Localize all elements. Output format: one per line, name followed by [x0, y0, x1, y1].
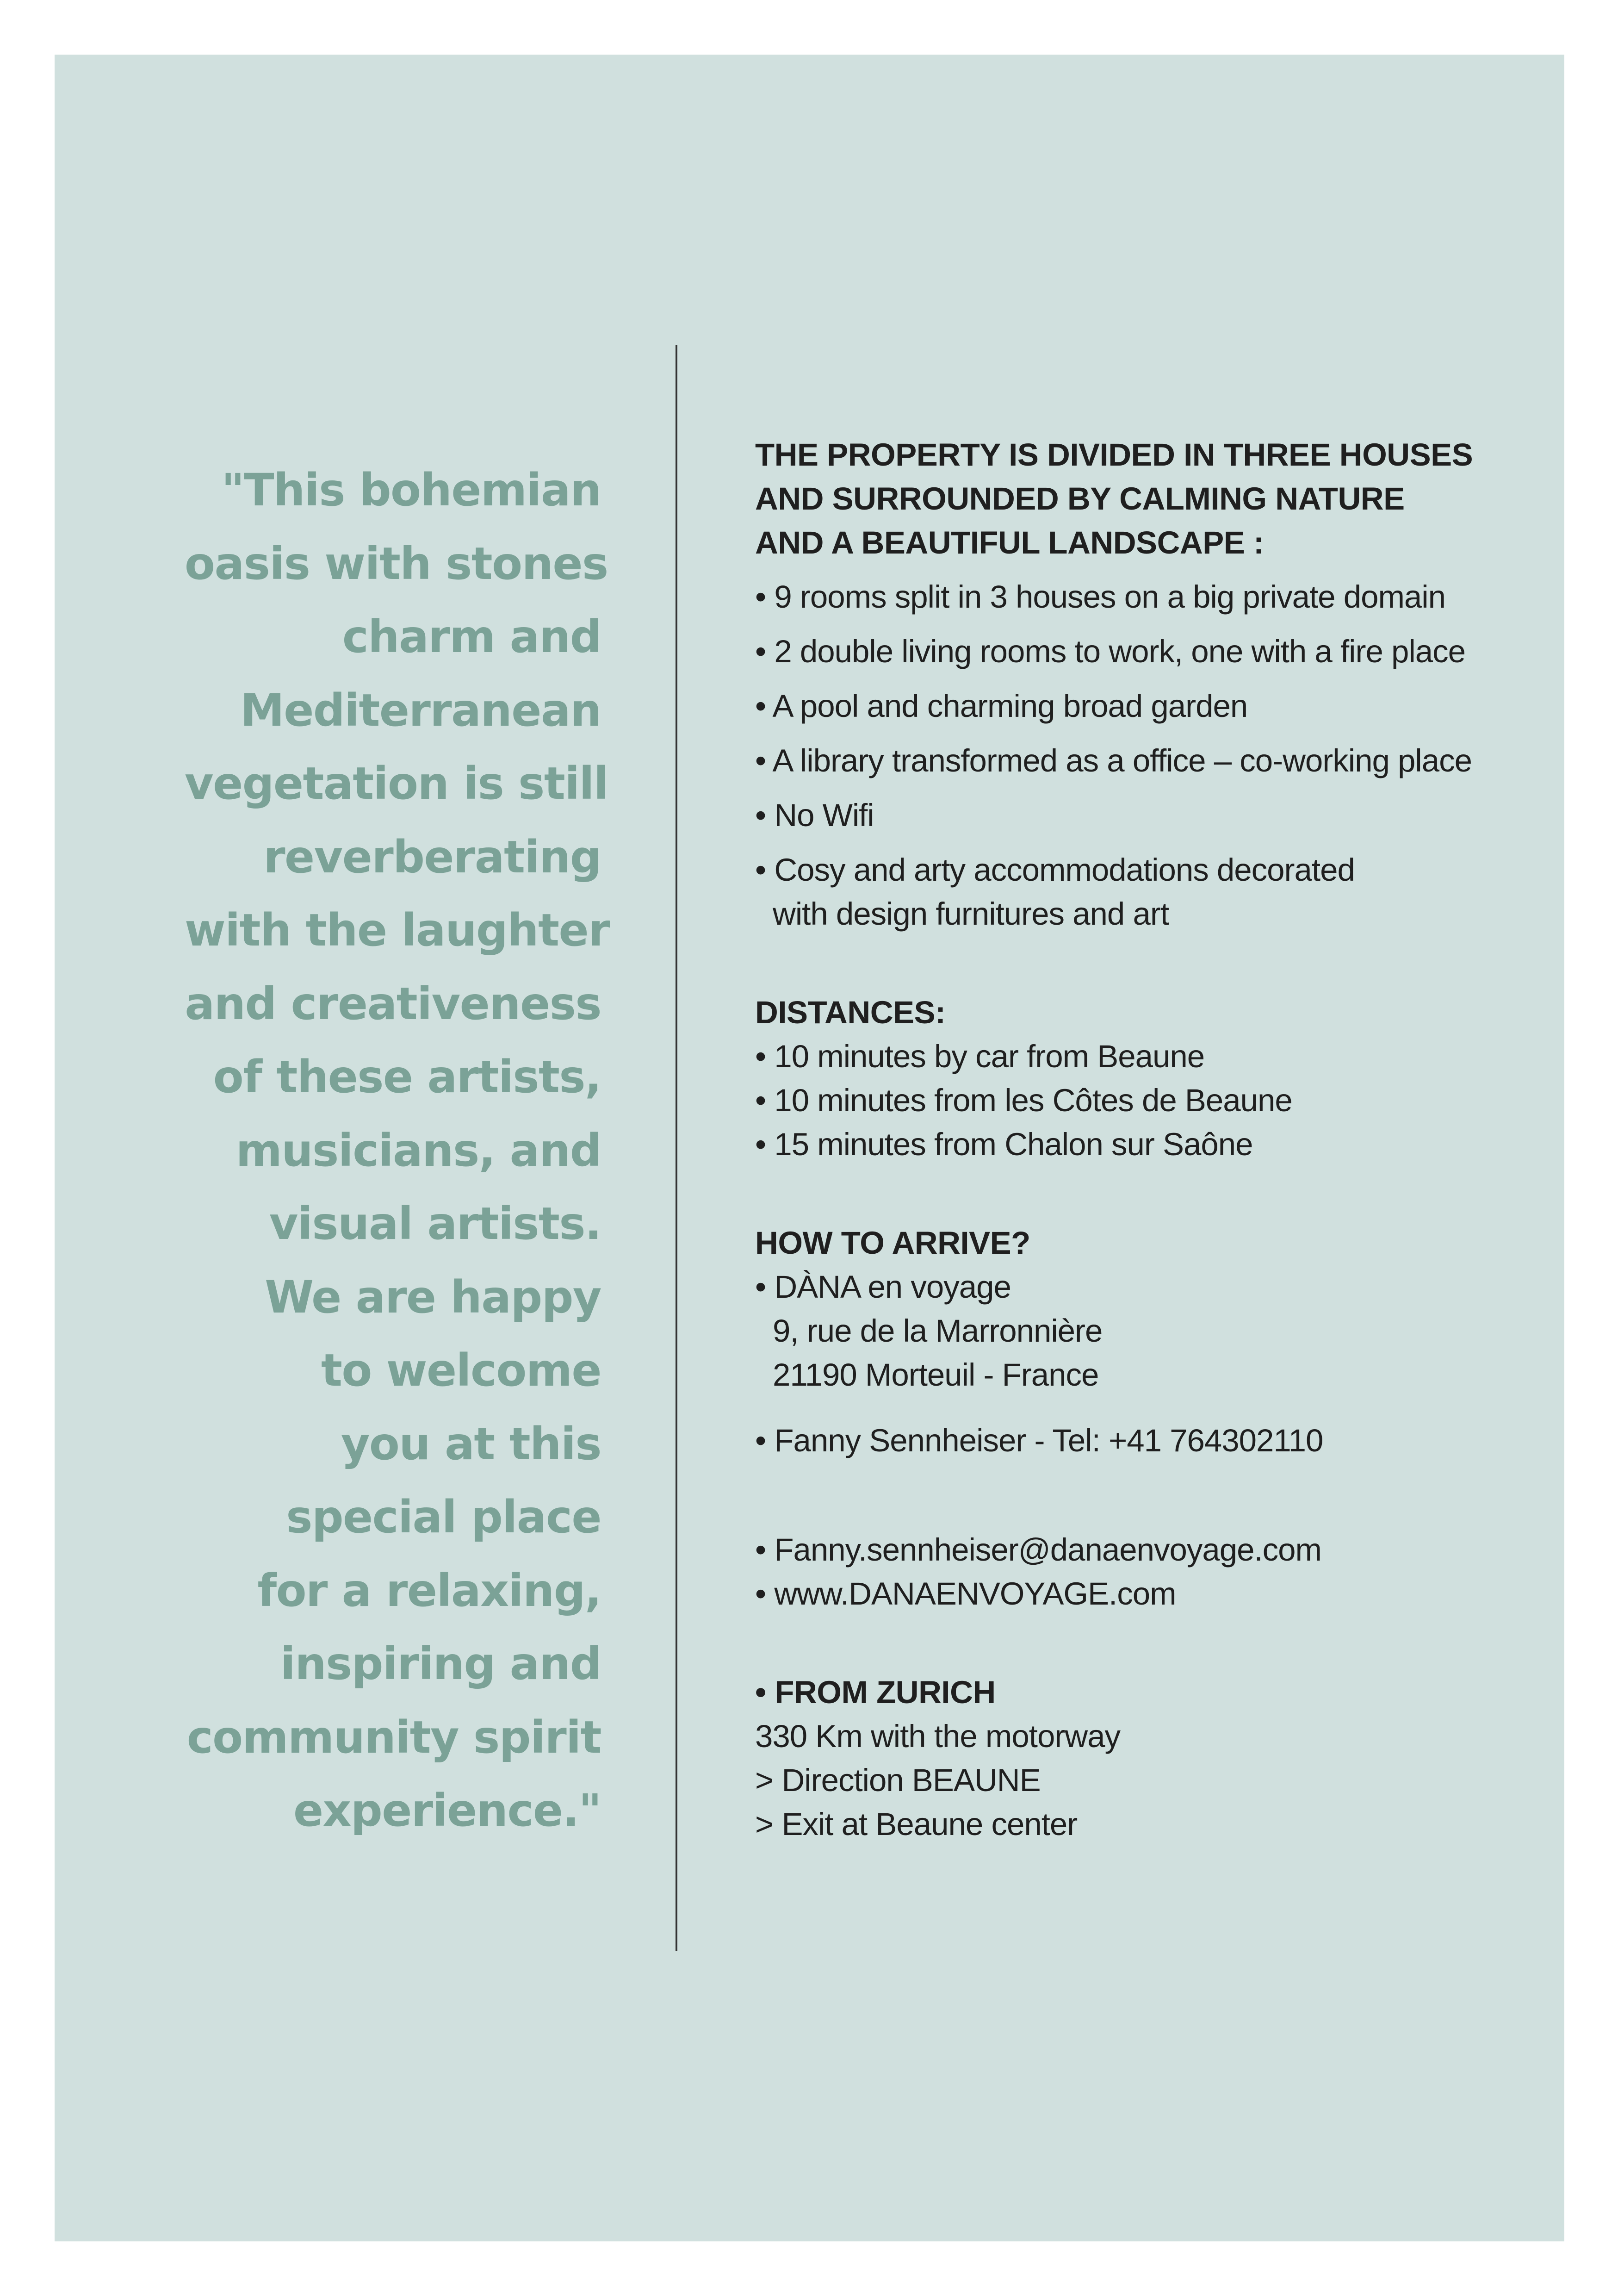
contact-email-link[interactable]: • Fanny.sennheiser@danaenvoyage.com — [755, 1532, 1322, 1568]
distances-section — [755, 990, 1542, 1166]
distances-heading: DISTANCES: — [755, 995, 946, 1030]
zurich-line: > Exit at Beaune center — [755, 1806, 1078, 1842]
website-link[interactable]: • www.DANAENVOYAGE.com — [755, 1576, 1176, 1612]
property-item-continuation: with design furnitures and art — [773, 896, 1169, 932]
arrive-section — [755, 1221, 1542, 1616]
quote-line: We are happy — [265, 1271, 601, 1323]
distance-item: • 10 minutes by car from Beaune — [755, 1039, 1205, 1074]
quote-line: oasis with stones — [185, 537, 608, 590]
vertical-divider — [676, 345, 677, 1951]
quote-line: you at this — [341, 1418, 601, 1470]
arrive-heading: HOW TO ARRIVE? — [755, 1225, 1030, 1261]
quote-line: reverberating — [263, 831, 601, 883]
zurich-heading: • FROM ZURICH — [755, 1674, 996, 1710]
pull-quote — [185, 454, 609, 1848]
quote-line: Mediterranean — [240, 684, 601, 736]
zurich-line: > Direction BEAUNE — [755, 1762, 1041, 1798]
quote-line: and creativeness — [185, 977, 601, 1030]
property-item: • No Wifi — [755, 797, 874, 833]
property-heading-line: AND A BEAUTIFUL LANDSCAPE : — [755, 525, 1264, 560]
address-line: 9, rue de la Marronnière — [773, 1313, 1103, 1349]
property-heading-line: AND SURROUNDED BY CALMING NATURE — [755, 481, 1405, 516]
property-heading-line: THE PROPERTY IS DIVIDED IN THREE HOUSES — [755, 437, 1473, 473]
quote-line: vegetation is still — [185, 758, 608, 809]
quote-line: visual artists. — [269, 1198, 601, 1250]
quote-line: "This bohemian — [221, 464, 601, 516]
quote-line: inspiring and — [280, 1638, 601, 1690]
quote-line: for a relaxing, — [257, 1564, 601, 1617]
property-item: • Cosy and arty accommodations decorated — [755, 852, 1355, 888]
quote-line: musicians, and — [236, 1124, 601, 1176]
quote-line: community spirit — [186, 1711, 601, 1763]
property-item: • 9 rooms split in 3 houses on a big private domain — [755, 579, 1445, 615]
property-item: • A pool and charming broad garden — [755, 688, 1248, 724]
property-section — [755, 433, 1542, 936]
distance-item: • 15 minutes from Chalon sur Saône — [755, 1126, 1253, 1162]
zurich-line: 330 Km with the motorway — [755, 1718, 1121, 1754]
zurich-section — [755, 1670, 1542, 1846]
property-item: • A library transformed as a office – co-working place — [755, 743, 1472, 778]
quote-line: charm and — [342, 611, 601, 663]
property-item: • 2 double living rooms to work, one with a fire place — [755, 634, 1465, 669]
quote-line: special place — [286, 1491, 601, 1543]
quote-line: to welcome — [321, 1344, 601, 1396]
info-column — [755, 433, 1542, 1846]
contact-phone: • Fanny Sennheiser - Tel: +41 764302110 — [755, 1423, 1323, 1458]
quote-line: experience." — [293, 1785, 601, 1836]
address-line: • DÀNA en voyage — [755, 1269, 1011, 1305]
quote-line: of these artists, — [213, 1051, 601, 1103]
address-line: 21190 Morteuil - France — [773, 1357, 1099, 1393]
distance-item: • 10 minutes from les Côtes de Beaune — [755, 1083, 1292, 1118]
quote-line: with the laughter — [185, 904, 609, 956]
